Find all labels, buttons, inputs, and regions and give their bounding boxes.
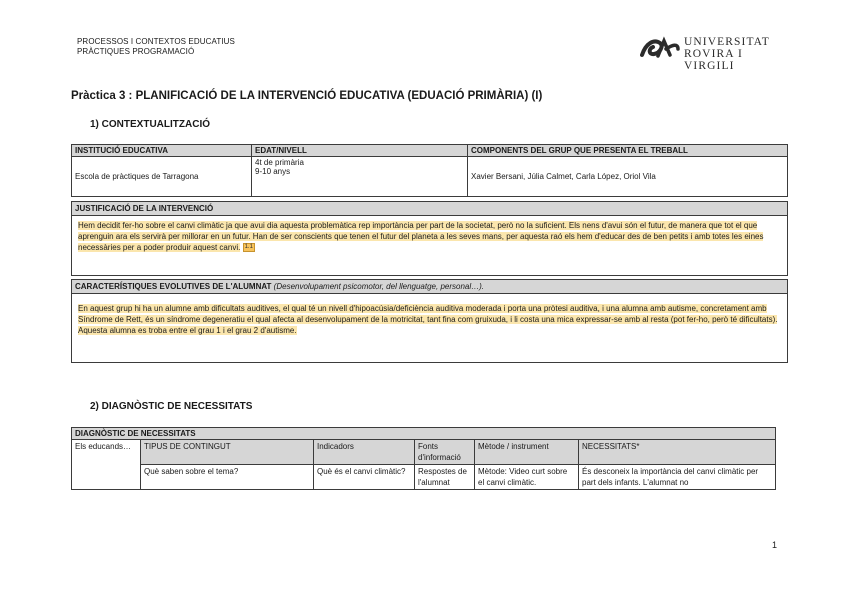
members-cell: Xavier Bersani, Júlia Calmet, Carla López, Oriol Vila	[468, 157, 788, 197]
justification-body	[72, 216, 787, 275]
logo-line-2: ROVIRA I VIRGILI	[684, 48, 743, 72]
level-cell	[252, 157, 468, 197]
section-heading-diagnostic: 2) DIAGNÒSTIC DE NECESSITATS	[90, 401, 253, 412]
header-text	[77, 37, 235, 57]
table-cell: Què saben sobre el tema?	[141, 465, 314, 490]
page-number: 1	[772, 540, 778, 550]
header-members: COMPONENTS DEL GRUP QUE PRESENTA EL TREBALL	[468, 145, 788, 157]
header-line-1: PROCESSOS I CONTEXTOS EDUCATIUS	[77, 37, 235, 46]
educands-cell: Els educands…	[72, 440, 141, 490]
col-indicators: Indicadors	[314, 440, 415, 465]
justification-box	[71, 201, 788, 276]
section-heading-context: 1) CONTEXTUALITZACIÓ	[90, 119, 210, 130]
col-sources: Fonts d'informació	[415, 440, 475, 465]
characteristics-heading: CARACTERÍSTIQUES EVOLUTIVES DE L'ALUMNAT	[75, 282, 272, 291]
header-line-2: PRÀCTIQUES PROGRAMACIÓ	[77, 47, 195, 56]
diagnostic-caption: DIAGNÒSTIC DE NECESSITATS	[72, 428, 776, 440]
characteristics-text: En aquest grup hi ha un alumne amb dificultats auditives, el qual té un nivell d'hipoacúsia/deficiència auditiva moderada i porta una pròtesi auditiva, i una alumna amb autisme, concretament amb Síndrome de Rett, és un síndrome degeneratiu el qual afecta al desenvolupament de la motricitat, tant fina com gruixuda, i li costa una mica expressar-se amb al resta (pot fer-ho, però té dificultats). Aquesta alumna es troba entre el grau 1 i el grau 2 d'autisme.	[78, 304, 778, 335]
characteristics-body	[72, 294, 787, 362]
level-line-1: 4t de primària	[255, 158, 304, 167]
comment-marker-icon[interactable]: 1.1	[244, 244, 253, 250]
col-content-type: TIPUS DE CONTINGUT	[141, 440, 314, 465]
header-level: EDAT/NIVELL	[252, 145, 468, 157]
table-cell: Què és el canvi climàtic?	[314, 465, 415, 490]
institution-cell: Escola de pràctiques de Tarragona	[72, 157, 252, 197]
university-logo	[640, 35, 790, 72]
level-line-2: 9-10 anys	[255, 167, 291, 176]
justification-heading: JUSTIFICACIÓ DE LA INTERVENCIÓ	[72, 201, 787, 216]
context-table	[71, 144, 788, 197]
diagnostic-table	[71, 427, 776, 490]
header-institution: INSTITUCIÓ EDUCATIVA	[72, 145, 252, 157]
urv-emblem-icon	[640, 35, 680, 61]
col-method: Mètode / instrument	[475, 440, 579, 465]
characteristics-heading-note: (Desenvolupament psicomotor, del llenguatge, personal…).	[273, 282, 485, 291]
table-cell: És desconeix la importància del canvi climàtic per part dels infants. L'alumnat no	[579, 465, 776, 490]
characteristics-box	[71, 279, 788, 363]
col-needs: NECESSITATS*	[579, 440, 776, 465]
table-cell: Respostes de l'alumnat	[415, 465, 475, 490]
logo-line-1: UNIVERSITAT	[684, 36, 770, 48]
page-title: Pràctica 3 : PLANIFICACIÓ DE LA INTERVENCIÓ EDUCATIVA (EDUACIÓ PRIMÀRIA) (I)	[71, 90, 543, 102]
table-cell: Mètode: Video curt sobre el canvi climàtic.	[475, 465, 579, 490]
characteristics-heading-row	[72, 279, 787, 294]
justification-text: Hem decidit fer-ho sobre el canvi climàtic ja que avui dia aquesta problemàtica rep importància per part de la societat, però no la suficient. Els nens d'avui són el futur, de manera que tot el que aprenguin ara els servirà per millorar en un futur. Han de ser conscients que tenen el futur del planeta a les seves mans, per aquesta raó els hem d'educar des de ben petits i amb totes les eines necessàries per a poder produir aquest canvi.	[78, 221, 764, 252]
